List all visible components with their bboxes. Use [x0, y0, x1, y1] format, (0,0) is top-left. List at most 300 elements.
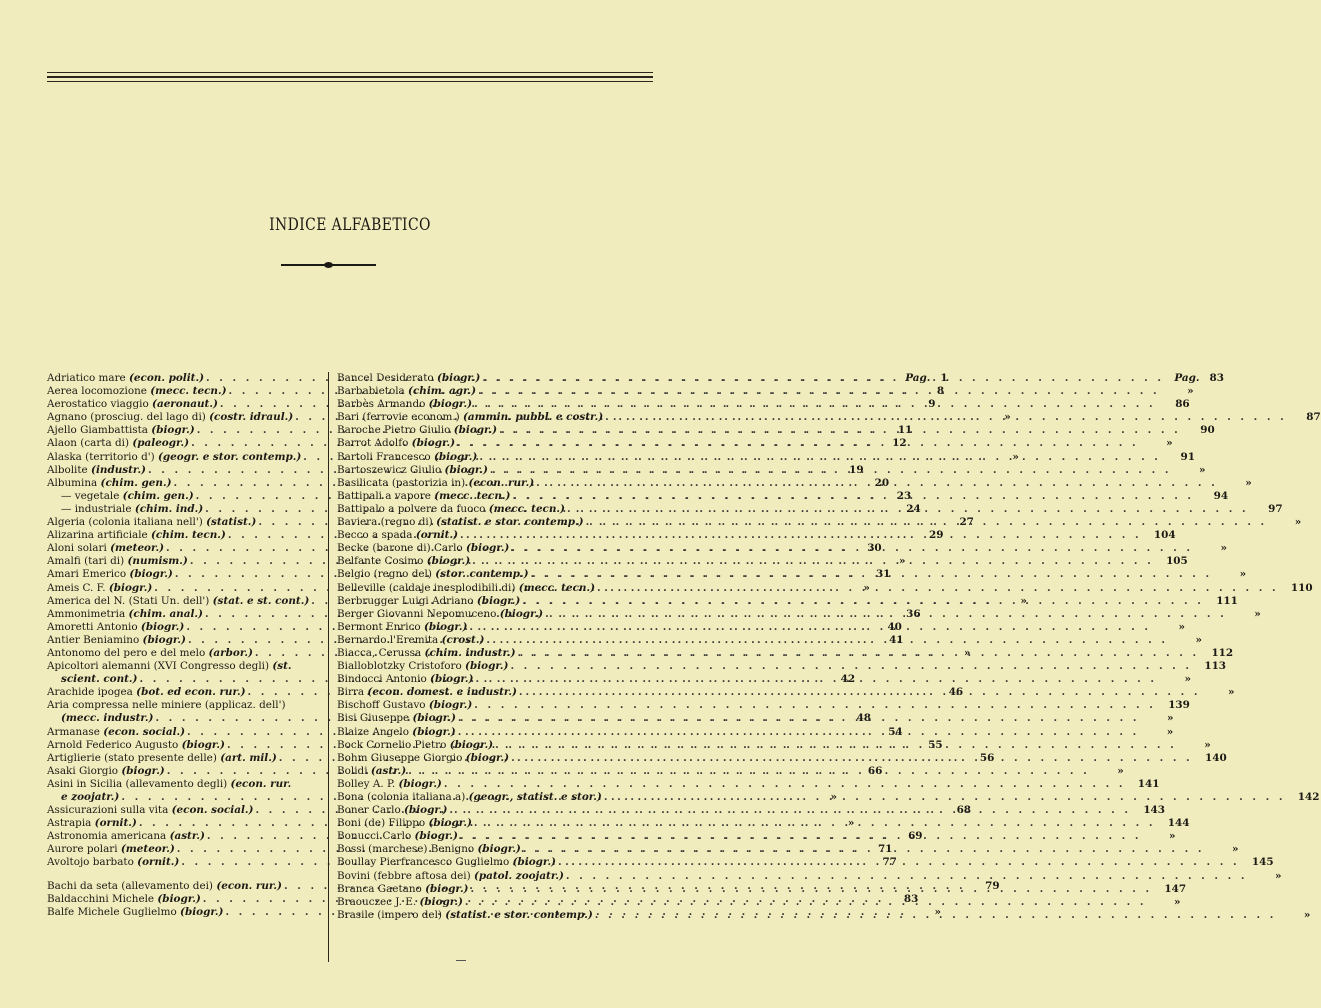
entry-subject: (patol. zoojatr.) [473, 869, 564, 882]
entry-text [337, 464, 488, 477]
entry-text [47, 712, 153, 725]
entry-title: Bolidi [337, 764, 368, 777]
entry-title: Bisi Giuseppe [337, 712, 410, 725]
page-number [1204, 595, 1238, 608]
page-number [1157, 673, 1191, 686]
entry-title: Asini in Sicilia (allevamento degli) [47, 777, 228, 790]
page-value: » [898, 555, 906, 568]
entry-title: Baldacchini Michele [47, 892, 155, 905]
index-entry [337, 699, 1190, 712]
entry-title: Belgio (regno del) [337, 568, 432, 581]
entry-title: Blaize Angelo [337, 725, 409, 738]
entry-subject: (geogr., statist. e stor.) [468, 791, 602, 803]
page-number [1227, 608, 1261, 621]
entry-subject: (biogr.) [419, 895, 463, 908]
page-number [1156, 699, 1190, 712]
entry-text [47, 477, 172, 490]
entry-subject: (chim. anal.) [128, 607, 203, 620]
leader-dots [442, 778, 1126, 791]
entry-title: Bolley A. P. [337, 777, 396, 790]
page-value: 142 [1297, 791, 1320, 803]
index-entry [337, 411, 1321, 424]
entry-text [47, 568, 173, 581]
leader-dots [493, 739, 1177, 752]
entry-title: Bachi da seta (allevamento dei) [47, 879, 213, 892]
page-value: » [1303, 908, 1311, 921]
page-value: » [1166, 725, 1174, 738]
page-value: » [1199, 463, 1206, 476]
entry-subject: scient. cont.) [61, 673, 138, 686]
entry-text [337, 529, 458, 542]
entry-title: Birra [337, 686, 365, 699]
leader-dots [467, 621, 1151, 634]
entry-title: Battipalo a polvere da fuoco [337, 502, 486, 515]
entry-subject: (stat. e st. cont.) [212, 594, 310, 607]
page-value: » [1117, 764, 1124, 777]
page-value: 140 [1204, 751, 1227, 764]
page-value: 111 [1216, 594, 1238, 607]
entry-title: Agnano (prosciug. del lago di) [47, 411, 206, 424]
entry-text [47, 856, 179, 869]
leader-dots [468, 883, 1152, 896]
entry-text [47, 752, 277, 765]
entry-subject: (biogr.) [444, 463, 488, 476]
entry-text [337, 437, 455, 450]
entry-subject: (chim. gen.) [122, 489, 194, 502]
page-value: 40 [887, 620, 902, 633]
entry-subject: (statist. e stor. contemp.) [445, 908, 593, 921]
entry-text [47, 647, 253, 660]
entry-title: Biacca, Cerussa [337, 646, 422, 659]
entry-title: Antier Beniamino [47, 633, 140, 646]
leader-dots [447, 804, 1131, 817]
leader-dots [456, 726, 1140, 739]
entry-subject: (biogr.) [436, 372, 481, 384]
entry-subject: (biogr.) [476, 594, 521, 607]
entry-subject: (mecc. tecn.) [518, 581, 595, 594]
entry-title: Armanase [47, 725, 100, 738]
entry-text [47, 529, 226, 542]
page-number [1193, 752, 1227, 765]
entry-subject: (ornit.) [94, 817, 137, 830]
index-entry [337, 791, 1320, 804]
index-entry [337, 581, 1313, 595]
page-value: » [830, 791, 837, 803]
leader-dots [593, 909, 1277, 922]
entry-subject: (statist.) [206, 516, 257, 529]
entry-subject: (paleogr.) [132, 437, 190, 450]
page-value: » [1228, 686, 1235, 699]
page-value: 94 [1213, 489, 1229, 502]
page-value: 8 [936, 385, 945, 398]
page-value: 147 [1164, 882, 1187, 895]
page-value: » [1254, 607, 1261, 620]
entry-subject: (biogr.) [428, 398, 473, 411]
entry-text [47, 424, 195, 437]
page-number [1287, 411, 1321, 424]
entry-text [337, 712, 456, 725]
entry-title: Aloni solari [47, 542, 107, 555]
entry-title: Adriatico mare [47, 372, 126, 384]
entry-subject: (econ. social.) [171, 804, 254, 817]
page-number [1192, 660, 1226, 673]
entry-title: Alizarina artificiale [47, 529, 148, 542]
entry-text [47, 608, 203, 621]
page-value: 77 [882, 856, 897, 869]
leader-dots [458, 529, 1142, 542]
entry-subject: (biogr.) [426, 555, 471, 568]
entry-subject: (crost.) [441, 633, 485, 646]
entry-title: Astrapia [47, 817, 92, 830]
page-value: 97 [1268, 502, 1283, 515]
page-value: 143 [1143, 804, 1166, 817]
entry-title: Bona (colonia italiana a) [337, 791, 466, 803]
page-number [1194, 490, 1228, 503]
page-value: 91 [1180, 450, 1195, 463]
entry-title: — industriale [61, 502, 132, 515]
entry-subject: (econ. rur.) [468, 476, 535, 489]
entry-title: Becke (barone di) Carlo [337, 542, 463, 555]
entry-title: Amari Emerico [47, 568, 127, 581]
leader-dots [516, 647, 1200, 660]
entry-title: Berger Giovanni Nepomuceno [337, 607, 497, 620]
entry-title: Berbrugger Luigi Adriano [337, 594, 474, 607]
index-entry [337, 450, 1195, 464]
page-value: » [1294, 516, 1302, 529]
entry-text [337, 791, 602, 804]
entry-subject: (mecc. tecn.) [150, 385, 227, 398]
leader-dots [520, 595, 1204, 608]
leader-dots [473, 673, 1157, 686]
entry-subject: e zoojatr.) [61, 791, 120, 803]
page-value: » [964, 646, 971, 659]
entry-subject: (art. mil.) [220, 751, 277, 764]
entry-subject: (biogr.) [453, 424, 498, 437]
entry-subject: (mecc. tecn.) [434, 489, 511, 502]
entry-title: Albumina [47, 476, 98, 489]
page-value: 11 [897, 424, 913, 437]
page-value: 24 [906, 502, 921, 515]
page-value: 113 [1204, 660, 1227, 673]
entry-title: Bartoszewicz Giulio [337, 463, 442, 476]
entry-text [47, 726, 185, 739]
page-value: » [1187, 385, 1194, 398]
entry-text [337, 568, 529, 581]
entry-text [47, 699, 286, 712]
entry-text [47, 906, 223, 919]
entry-title: Ameis C. F. [47, 581, 106, 594]
entry-subject: (biogr.) [414, 830, 458, 843]
page-number [1276, 909, 1310, 922]
entry-subject: (astr.) [370, 764, 407, 777]
entry-subject: (chim. ind.) [134, 502, 204, 515]
entry-title: Bock Cornelio Pietro [337, 738, 447, 751]
page-number [1249, 503, 1283, 516]
entry-title: Bossi (marchese) Benigno [337, 843, 475, 856]
page-value: » [1231, 843, 1239, 856]
index-entry [337, 398, 1190, 411]
page-number [1199, 647, 1233, 660]
entry-subject: (biogr.) [512, 856, 556, 869]
leader-dots [458, 830, 1142, 843]
page-number [1267, 516, 1301, 529]
entry-subject: (industr.) [91, 463, 146, 476]
entry-title: Aurore polari [47, 843, 118, 856]
page-value: 112 [1211, 646, 1234, 659]
entry-title: Asaki Giorgio [47, 764, 119, 777]
entry-text [337, 830, 458, 843]
page-value: 144 [1167, 817, 1190, 830]
page-value: 68 [956, 804, 972, 817]
entry-subject: (meteor.) [120, 843, 175, 856]
page-number [1090, 765, 1124, 778]
entry-text [47, 673, 137, 686]
page-value: 141 [1137, 777, 1160, 790]
page-number [1168, 634, 1202, 647]
page-value: » [1204, 738, 1211, 751]
entry-title: Battipali a vapore [337, 489, 431, 502]
entry-subject: (biogr.) [404, 804, 448, 817]
page-label: Pag. [1174, 372, 1200, 384]
page-number [1177, 739, 1211, 752]
entry-title: Amalfi (tari di) [47, 555, 125, 568]
entry-subject: (astr.) [169, 830, 205, 843]
page-number [1131, 804, 1165, 817]
entry-title: Avoltojo barbato [47, 856, 134, 869]
entry-title: Barbès Armando [337, 398, 426, 411]
entry-title: Bialloblotzky Cristoforo [337, 660, 462, 673]
entry-text [337, 582, 595, 595]
index-entry [337, 594, 1238, 608]
page-value: 83 [903, 892, 919, 905]
entry-subject: (stor. contemp.) [435, 568, 529, 581]
page-value: 27 [959, 516, 974, 529]
page-number [1152, 883, 1186, 896]
entry-text [337, 896, 463, 909]
page-value: » [1166, 712, 1174, 725]
page-value: » [1245, 476, 1252, 489]
page-number [1160, 385, 1194, 398]
top-rule-thin [47, 72, 653, 73]
entry-subject: (biogr.) [465, 751, 510, 764]
entry-subject: (meteor.) [110, 542, 165, 555]
entry-title: Boni (de) Filippo [337, 817, 426, 830]
page-value: 90 [1200, 424, 1215, 437]
leader-dots [477, 451, 1161, 464]
entry-subject: (biogr.) [499, 607, 544, 620]
page-value: 110 [1290, 581, 1313, 594]
entry-title: Bischoff Gustavo [337, 699, 426, 712]
index-entry [337, 908, 1311, 922]
entry-title: Belleville (caldaje inesplodibili di) [337, 581, 516, 594]
page-value: 31 [875, 568, 891, 581]
entry-title: Algeria (colonia italiana nell') [47, 516, 203, 529]
index-entry [337, 817, 1190, 830]
title-ornament [281, 262, 376, 268]
entry-text [337, 856, 556, 869]
page-value: 66 [867, 764, 883, 777]
entry-subject: (biogr.) [129, 568, 173, 581]
entry-text [47, 516, 256, 529]
entry-text [337, 673, 473, 686]
index-entry [47, 660, 323, 673]
entry-subject: (biogr.) [465, 542, 510, 555]
entry-text [337, 843, 521, 856]
entry-title: Assicurazioni sulla vita [47, 804, 169, 817]
entry-text [337, 372, 480, 385]
entry-title: Boner Carlo [337, 804, 401, 817]
top-rule-thick [47, 76, 653, 78]
entry-title: Bernardo l'Eremita [337, 633, 439, 646]
leader-dots [534, 477, 1218, 490]
entry-title: Bindocci Antonio [337, 673, 427, 686]
page-number [1139, 726, 1173, 739]
page-number [1139, 712, 1173, 725]
entry-subject: (chim. industr.) [424, 646, 516, 659]
entry-text [337, 765, 406, 778]
page-number [1181, 424, 1215, 437]
entry-subject: (biogr.) [157, 892, 201, 905]
entry-title: Branca Gaetano [337, 882, 422, 895]
entry-subject: (chim. agr.) [408, 385, 477, 398]
page-value: » [1275, 869, 1282, 882]
page-value: » [1220, 542, 1227, 555]
entry-subject: (ornit.) [137, 856, 180, 869]
page-value: 55 [928, 738, 943, 751]
page-value: » [1178, 620, 1185, 633]
entry-title: Baroche Pietro Giulio [337, 424, 451, 437]
entry-subject: (numism.) [127, 555, 188, 568]
index-entry [337, 869, 1282, 883]
page-value: » [1239, 568, 1247, 581]
leader-dots [556, 856, 1240, 869]
entry-title: Ajello Giambattista [47, 424, 148, 437]
page-label: Pag. [905, 372, 931, 384]
page-value: 105 [1166, 555, 1188, 568]
page-value: 23 [896, 489, 912, 502]
entry-subject: (costr. idraul.) [209, 411, 294, 424]
entry-text [337, 686, 517, 699]
entry-subject: (biogr.) [428, 699, 473, 712]
page-value: » [934, 905, 942, 918]
entry-subject: (biogr.) [477, 843, 521, 856]
page-number [1142, 529, 1176, 542]
entry-text [337, 699, 472, 712]
page-number [1139, 437, 1173, 450]
leader-dots [476, 385, 1160, 398]
page-value: 71 [877, 843, 893, 856]
entry-text [337, 739, 493, 752]
page-value: 69 [908, 830, 923, 843]
entry-text [337, 385, 476, 398]
leader-dots [510, 490, 1194, 503]
page-number [1154, 555, 1188, 568]
leader-dots [472, 699, 1156, 712]
entry-text [337, 804, 447, 817]
page-value: » [1004, 411, 1011, 424]
leader-dots [484, 634, 1168, 647]
entry-title: Brasile (impero del) [337, 908, 442, 921]
page-number [1146, 896, 1180, 909]
page-value: » [1173, 895, 1181, 908]
index-entry [47, 778, 323, 791]
entry-text [337, 817, 472, 830]
page-value: » [1195, 633, 1203, 646]
leader-dots [543, 608, 1227, 621]
leader-dots [509, 542, 1193, 555]
entry-text [47, 778, 291, 791]
entry-subject: (st. [272, 660, 292, 673]
index-entry [337, 660, 1227, 673]
entry-subject: (biogr.) [398, 777, 442, 790]
entry-title: Astronomia americana [47, 830, 167, 843]
index-entry [337, 777, 1160, 791]
entry-text [337, 660, 508, 673]
entry-text [47, 411, 293, 424]
leader-dots [603, 411, 1287, 424]
entry-subject: (geogr. e stor. contemp.) [157, 450, 302, 463]
page-value: » [1166, 437, 1173, 450]
entry-text [337, 726, 456, 739]
entry-subject: (econ. polit.) [129, 372, 204, 384]
entry-text [47, 451, 301, 464]
leader-dots [564, 870, 1248, 883]
page-value: 83 [1209, 372, 1224, 384]
page-number [1248, 870, 1282, 883]
entry-text [47, 372, 204, 385]
page-value: 48 [856, 712, 872, 725]
entry-text [337, 503, 565, 516]
index-entry [337, 372, 1224, 385]
entry-text [337, 909, 593, 922]
leader-dots [595, 582, 1279, 595]
entry-text [337, 411, 603, 424]
entry-text [47, 830, 205, 843]
entry-title: Apicoltori alemanni (XVI Congresso degli) [47, 660, 270, 673]
entry-subject: (mecc. industr.) [61, 712, 154, 725]
entry-text [47, 542, 164, 555]
entry-subject: (biogr.) [430, 673, 474, 686]
leader-dots [470, 555, 1154, 568]
entry-text [47, 765, 165, 778]
page-number [1151, 621, 1185, 634]
page-number [1204, 843, 1238, 856]
entry-title: Barbabietola [337, 385, 405, 398]
entry-text [47, 660, 292, 673]
entry-subject: (statist. e stor. contemp.) [436, 516, 584, 529]
leader-dots [472, 817, 1156, 830]
entry-title: Ammonimetria [47, 607, 126, 620]
entry-text [337, 595, 520, 608]
entry-title: Baviera (regno di) [337, 516, 433, 529]
entry-text [337, 634, 484, 647]
entry-text [47, 490, 194, 503]
entry-subject: (bot. ed econ. rur.) [136, 686, 246, 699]
entry-title: Bancel Desiderato [337, 372, 434, 384]
page-number [1218, 477, 1252, 490]
entry-subject: (chim. tecn.) [151, 529, 226, 542]
entry-title: Bari (ferrovie econom.) [337, 411, 460, 424]
entry-subject: (biogr.) [151, 424, 195, 437]
entry-title: Braouczec J. E. [337, 895, 417, 908]
entry-text [47, 503, 203, 516]
leader-dots [497, 424, 1181, 437]
entry-text [47, 739, 225, 752]
entry-subject: (chim. gen.) [100, 476, 172, 489]
entry-text [47, 398, 218, 411]
entry-title: Alaska (territorio d') [47, 450, 155, 463]
entry-subject: (biogr.) [449, 738, 494, 751]
